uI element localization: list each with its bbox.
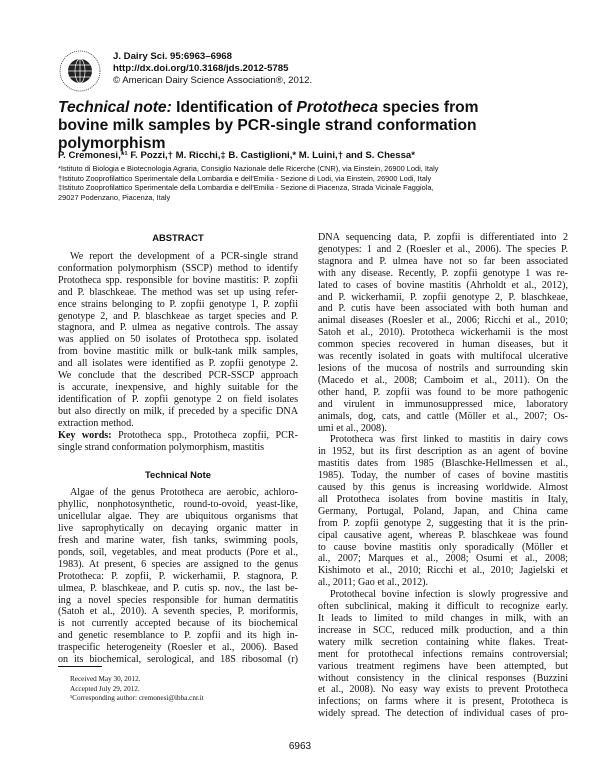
text-line: ence strains belonging to P. zopfii genotype 1, P. zopfii	[58, 298, 298, 310]
journal-citation: J. Dairy Sci. 95:6963–6968	[113, 51, 232, 62]
right-column	[318, 232, 568, 720]
received-date: Received May 30, 2012.	[70, 675, 141, 683]
abstract-body	[58, 251, 298, 430]
keywords-text: single strand conformation polymorphism, mastitis	[58, 441, 265, 453]
copyright: © American Dairy Science Association®, 2012.	[113, 75, 313, 86]
text-line: 1985). Today, the number of cases of bovine mastitis	[318, 470, 568, 482]
text-line: lesions of the mucosa of nostrils and surrounding skin	[318, 362, 568, 374]
text-line: al., 2007; Marques et al., 2008; Osumi et al., 2008;	[318, 553, 568, 565]
journal-info	[113, 51, 312, 87]
text-line: ment for protothecal infections remains controversial;	[318, 648, 568, 660]
text-line: animal diseases (Roesler et al., 2006; Ricchi et al., 2010;	[318, 315, 568, 327]
text-line: and P. wickerhamii, P. zopfii genotype 2, P. blaschkeae,	[318, 291, 568, 303]
text-line: all Prototheca isolates from bovine mastitis in Italy,	[318, 493, 568, 505]
text-line: to cause bovine mastitis only sporadically (Möller et	[318, 541, 568, 553]
text-line: caused by this genus is increasing worldwide. Almost	[318, 482, 568, 494]
text-line: mastitis dates from 1985 (Blaschke-Hellmessen et al.,	[318, 458, 568, 470]
text-line: from P. zopfii genotype 2, suggesting that it is the prin-	[318, 517, 568, 529]
text-line: ulmea, P. blaschkeae, and P. cutis sp. nov., the last be-	[58, 582, 298, 594]
text-line: (Satoh et al., 2010). A seventh species, P. moriformis,	[58, 606, 298, 618]
footnotes	[70, 675, 204, 704]
right-column-body	[318, 232, 568, 720]
text-line: widely spread. The detection of individual cases of pro-	[318, 708, 568, 720]
title-part: Identification of	[171, 99, 297, 116]
keywords-text: Prototheca spp., Prototheca zopfii, PCR-	[111, 429, 298, 441]
text-line: various treatment regimens have been attempted, but	[318, 660, 568, 672]
text-line: and P. blaschkeae. The method was set up using refer-	[58, 286, 298, 298]
text-line: conformation polymorphism (SSCP) method to identify	[58, 262, 298, 274]
text-line: genotype 2, and P. blaschkeae as target species and P.	[58, 310, 298, 322]
text-line: without consistency in the clinical responses (Buzzini	[318, 672, 568, 684]
text-line: other hand, P. zopfii was found to be more pathogenic	[318, 386, 568, 398]
affiliation: 29027 Podenzano, Piacenza, Italy	[58, 193, 171, 203]
text-line: infections; on farms where it is present, Prototheca is	[318, 696, 568, 708]
text-line: ponds, soil, vegetables, and meat products (Pore et al.,	[58, 546, 298, 558]
text-line: and P. cutis have been associated with both human and	[318, 303, 568, 315]
text-line: is not currently accepted because of its biochemical	[58, 618, 298, 630]
text-line: and virulent in immunosuppressed mice, laboratory	[318, 398, 568, 410]
text-line: Prototheca spp. responsible for bovine mastitis: P. zopfii	[58, 274, 298, 286]
text-line: and genetic resemblance to P. zopfii and its high in-	[58, 630, 298, 642]
text-line: from bovine mastitic milk or bulk-tank milk samples,	[58, 346, 298, 358]
text-line: with any disease. Recently, P. zopfii genotype 1 was re-	[318, 267, 568, 279]
left-column	[58, 232, 298, 666]
text-line: umi et al., 2008).	[318, 422, 387, 434]
technical-note-body	[58, 487, 298, 666]
affiliation: ‡Istituto Zooprofilattico Sperimentale della Lombardia e dell'Emilia - Sezione di Piacenza, Strada Vicinale Faggiola,	[58, 183, 434, 193]
text-line: lated to cases of bovine mastitis (Ahrholdt et al., 2012),	[318, 279, 568, 291]
corresponding-author: ¹Corresponding author: cremonesi@ibba.cnr.it	[70, 694, 204, 702]
text-line: is accurate, inexpensive, and highly suitable for the	[58, 381, 298, 393]
text-line: Prototheca was first linked to mastitis in dairy cows	[330, 434, 568, 446]
article-title	[58, 99, 528, 153]
authors: P. Cremonesi,*¹ F. Pozzi,† M. Ricchi,‡ B. Castiglioni,* M. Luini,† and S. Chessa*	[58, 150, 416, 161]
text-line: al., 2011; Gao et al., 2012).	[318, 577, 429, 589]
text-line: Algae of the genus Prototheca are aerobic, achloro-	[70, 487, 298, 499]
text-line: Kishimoto et al., 2010; Ricchi et al., 2010; Jagielski et	[318, 565, 568, 577]
accepted-date: Accepted July 29, 2012.	[70, 684, 140, 693]
text-line: cipal causative agent, whereas P. blaschkeae was found	[318, 529, 568, 541]
text-line: 1983). At present, 6 species are assigned to the genus	[58, 558, 298, 570]
text-line: We conclude that the described PCR-SSCP approach	[58, 370, 298, 382]
text-line: stagnora, and P. ulmea as negative controls. The assay	[58, 322, 298, 334]
text-line: live saprophytically on decaying organic matter in	[58, 523, 298, 535]
text-line: Satoh et al., 2010). Prototheca wickerhamii is the most	[318, 327, 568, 339]
page-number: 6963	[288, 741, 312, 752]
abstract-heading: ABSTRACT	[152, 232, 204, 243]
text-line: often subclinical, making it difficult to recognize early.	[318, 601, 568, 613]
text-line: animals, dog, cats, and cattle (Möller et al., 2007; Os-	[318, 410, 568, 422]
keywords-label: Key words:	[58, 429, 112, 441]
text-line: Protothecal bovine infection is slowly progressive and	[330, 589, 568, 601]
keywords	[58, 430, 298, 454]
text-line: unicellular algae. They are ubiquitous organisms that	[58, 511, 298, 523]
text-line: common species recovered in human diseases, but it	[318, 339, 568, 351]
journal-logo	[59, 50, 101, 92]
text-line: We report the development of a PCR-single strand	[70, 251, 298, 262]
title-part: species from bovine milk samples by PCR-single strand conformation polymorphism	[58, 99, 479, 152]
text-line: extraction method.	[58, 417, 134, 429]
text-line: traspecific heterogeneity (Roesler et al., 2006). Based	[58, 642, 298, 654]
title-prefix: Technical note:	[58, 99, 172, 116]
text-line: stagnora and P. ulmea have not so far been associated	[318, 255, 568, 267]
text-line: DNA sequencing data, P. zopfii is differentiated into 2	[318, 232, 568, 243]
text-line: in 1952, but its first description as an agent of bovine	[318, 446, 568, 458]
text-line: genotypes: 1 and 2 (Roesler et al., 2006). The species P.	[318, 243, 568, 255]
affiliation: †Istituto Zooprofilattico Sperimentale della Lombardia e dell'Emilia - Sezione di Lodi, via Einstein, 26900 Lodi, Italy	[58, 173, 432, 183]
text-line: Germany, Portugal, Poland, Japan, and China came	[318, 505, 568, 517]
doi-link[interactable]: http://dx.doi.org/10.3168/jds.2012-5785	[113, 63, 289, 74]
text-line: It leads to limited to mild changes in milk, with an	[318, 613, 568, 624]
text-line: increase in SCC, reduced milk production, and a thin	[318, 624, 568, 636]
footnote-divider	[58, 666, 102, 667]
text-line: and all isolates were identified as P. zopfii genotype 2.	[58, 358, 298, 370]
text-line: ing a novel species responsible for human dermatitis	[58, 594, 298, 606]
title-genus: Prototheca	[296, 99, 378, 116]
section-heading: Technical Note	[145, 469, 211, 481]
affiliation: *Istituto di Biologia e Biotecnologia Agraria, Consiglio Nazionale delle Ricerche (CNR), via Einstein, 26900 Lodi, Italy	[58, 164, 439, 173]
text-line: (Macedo et al., 2008; Camboim et al., 2011). On the	[318, 374, 568, 386]
affiliations	[58, 164, 538, 203]
text-line: fresh and marine water, fish tanks, swimming pools,	[58, 535, 298, 547]
text-line: but also directly on milk, if preceded by a specific DNA	[58, 405, 298, 417]
text-line: was recently isolated in goats with multifocal ulcerative	[318, 351, 568, 363]
text-line: on its biochemical, serological, and 18S ribosomal (r)	[58, 654, 298, 666]
text-line: identification of P. zopfii genotype 2 on field isolates	[58, 393, 298, 405]
text-line: watery milk secretion containing white flakes. Treat-	[318, 636, 568, 648]
text-line: et al., 2008). No easy way exists to prevent Prototheca	[318, 684, 568, 696]
text-line: Prototheca: P. zopfii, P. wickerhamii, P. stagnora, P.	[58, 570, 298, 582]
text-line: was applied on 50 isolates of Prototheca spp. isolated	[58, 334, 298, 346]
text-line: phyllic, nonphotosynthetic, round-to-ovoid, yeast-like,	[58, 499, 298, 511]
